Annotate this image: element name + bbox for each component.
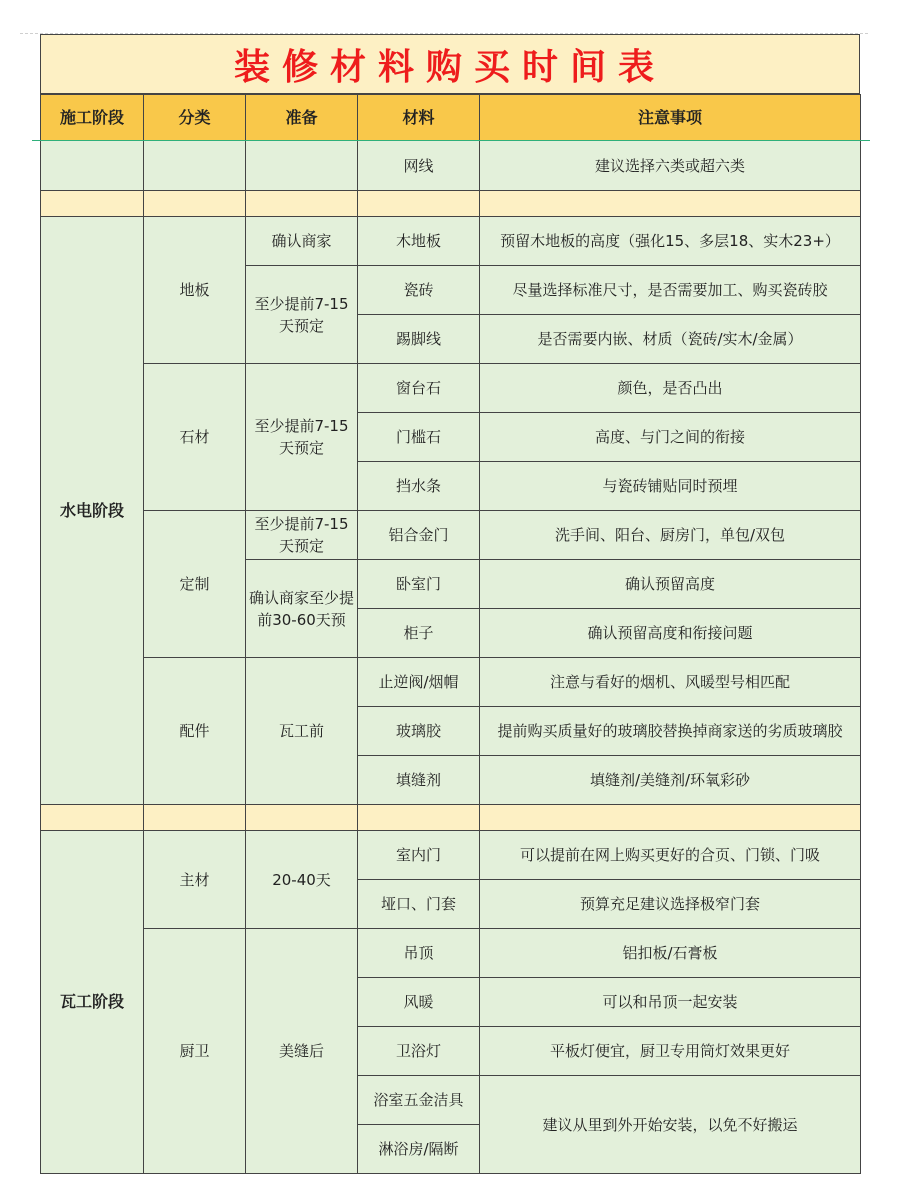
material-cell: 铝合金门 [358,511,480,560]
note-cell: 洗手间、阳台、厨房门，单包/双包 [480,511,861,560]
prep-cell: 确认商家 [246,217,358,266]
note-cell: 与瓷砖铺贴同时预埋 [480,462,861,511]
material-cell: 玻璃胶 [358,707,480,756]
note-cell: 填缝剂/美缝剂/环氧彩砂 [480,756,861,805]
note-cell: 铝扣板/石膏板 [480,929,861,978]
note-cell: 预算充足建议选择极窄门套 [480,880,861,929]
category-cell: 石材 [144,364,246,511]
header-stage: 施工阶段 [41,95,144,141]
table-row [41,217,861,266]
material-cell: 柜子 [358,609,480,658]
category-cell: 配件 [144,658,246,805]
note-cell: 提前购买质量好的玻璃胶替换掉商家送的劣质玻璃胶 [480,707,861,756]
table-row [41,141,861,191]
note-cell: 确认预留高度 [480,560,861,609]
prep-cell-empty [246,141,358,191]
table-row [41,929,861,978]
table-row [41,831,861,880]
prep-cell: 至少提前7-15天预定 [246,266,358,364]
header-prep: 准备 [246,95,358,141]
material-cell: 室内门 [358,831,480,880]
table-row [41,511,861,560]
separator-row [41,805,861,831]
freeze-pane-line [32,140,870,141]
note-cell: 是否需要内嵌、材质（瓷砖/实木/金属） [480,315,861,364]
note-cell: 预留木地板的高度（强化15、多层18、实木23+） [480,217,861,266]
material-cell: 吊顶 [358,929,480,978]
category-cell: 定制 [144,511,246,658]
table-row [41,658,861,707]
material-cell: 止逆阀/烟帽 [358,658,480,707]
sheet-title: 装修材料购买时间表 [40,34,860,94]
schedule-table [40,94,861,1174]
table-row [41,364,861,413]
prep-cell: 瓦工前 [246,658,358,805]
header-notes: 注意事项 [480,95,861,141]
material-cell: 挡水条 [358,462,480,511]
prep-cell: 20-40天 [246,831,358,929]
note-cell: 平板灯便宜，厨卫专用筒灯效果更好 [480,1027,861,1076]
note-cell: 颜色，是否凸出 [480,364,861,413]
prep-cell: 至少提前7-15天预定 [246,511,358,560]
spreadsheet [40,34,860,1174]
note-cell: 注意与看好的烟机、风暖型号相匹配 [480,658,861,707]
material-cell: 填缝剂 [358,756,480,805]
category-cell-empty [144,141,246,191]
prep-cell: 确认商家至少提前30-60天预 [246,560,358,658]
note-cell: 高度、与门之间的衔接 [480,413,861,462]
category-cell: 厨卫 [144,929,246,1174]
stage-cell-empty [41,141,144,191]
stage-cell: 水电阶段 [41,217,144,805]
note-cell: 可以和吊顶一起安装 [480,978,861,1027]
material-cell: 卫浴灯 [358,1027,480,1076]
note-cell: 尽量选择标准尺寸，是否需要加工、购买瓷砖胶 [480,266,861,315]
material-cell: 风暖 [358,978,480,1027]
material-cell: 窗台石 [358,364,480,413]
material-cell: 木地板 [358,217,480,266]
category-cell: 地板 [144,217,246,364]
material-cell: 垭口、门套 [358,880,480,929]
stage-cell: 瓦工阶段 [41,831,144,1174]
note-cell: 可以提前在网上购买更好的合页、门锁、门吸 [480,831,861,880]
material-cell: 淋浴房/隔断 [358,1125,480,1174]
header-material: 材料 [358,95,480,141]
material-cell: 浴室五金洁具 [358,1076,480,1125]
header-row [41,95,861,141]
material-cell: 瓷砖 [358,266,480,315]
category-cell: 主材 [144,831,246,929]
material-cell: 门槛石 [358,413,480,462]
prep-cell: 美缝后 [246,929,358,1174]
prep-cell: 至少提前7-15天预定 [246,364,358,511]
separator-row [41,191,861,217]
header-category: 分类 [144,95,246,141]
note-cell: 建议选择六类或超六类 [480,141,861,191]
note-cell: 建议从里到外开始安装，以免不好搬运 [480,1076,861,1174]
note-cell: 确认预留高度和衔接问题 [480,609,861,658]
material-cell: 网线 [358,141,480,191]
material-cell: 踢脚线 [358,315,480,364]
material-cell: 卧室门 [358,560,480,609]
